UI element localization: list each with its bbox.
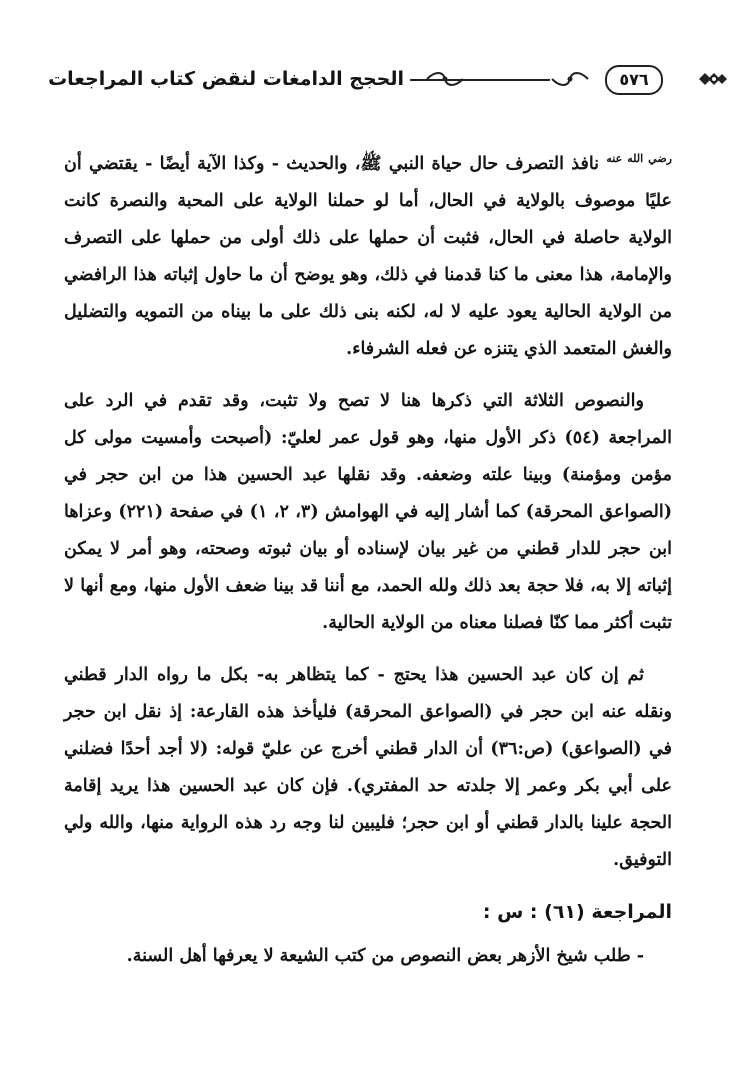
paragraph <box>64 140 672 368</box>
header-ornament-icon <box>698 70 728 88</box>
body-text <box>64 140 672 975</box>
section-heading: المراجعة (٦١) : س : <box>482 900 672 923</box>
page-number: ٥٧٦ <box>605 65 663 95</box>
bullet-marker: - <box>636 945 644 966</box>
paragraph-text: نافذ التصرف حال حياة النبي ﷺ، والحديث - وكذا الآية أيضًا - يقتضي أن عليًا موصوف بالولاية في الحال، أما لو حملنا الولاية على المحبة والنصرة كانت الولاية حاصلة في الحال، فثبت أن حملها على ذلك أولى من حملها على التصرف والإمامة، هذا معنى ما كنا قدمنا في ذلك، وهو يوضح أن ما حاول إثباته هذا الرافضي من الولاية الحالية يعود عليه لا له، لكنه بنى ذلك على ما بيناه من التمويه والتضليل والغش المتعمد الذي يتنزه عن فعله الشرفاء. <box>64 153 672 359</box>
paragraph: ثم إن كان عبد الحسين هذا يحتج - كما يتظاهر به- بكل ما رواه الدار قطني ونقله عنه ابن حجر في (الصواعق المحرقة) فليأخذ هذه القارعة: إذ نقل ابن حجر في (الصواعق) (ص:٣٦) أن الدار قطني أخرج عن عليّ قوله: (لا أجد أحدًا فضلني على أبي بكر وعمر إلا جلدته حد المفتري). فإن كان عبد الحسين هذا يريد إقامة الحجة علينا بالدار قطني أو ابن حجر؛ فليبين لنا وجه رد هذه الرواية منها، والله ولي التوفيق. <box>64 664 672 870</box>
bullet-item <box>64 938 672 975</box>
bullet-text: طلب شيخ الأزهر بعض النصوص من كتب الشيعة لا يعرفها أهل السنة. <box>126 945 631 966</box>
header-flourish-icon <box>425 70 465 88</box>
header-title: الحجج الدامغات لنقض كتاب المراجعات <box>30 64 410 94</box>
header-flourish-icon <box>550 70 590 88</box>
paragraph: والنصوص الثلاثة التي ذكرها هنا لا تصح ولا تثبت، وقد تقدم في الرد على المراجعة (٥٤) ذكر الأول منها، وهو قول عمر لعليّ: (أصبحت وأمسيت مولى كل مؤمن ومؤمنة) وبينا علته وضعفه. وقد نقلها عبد الحسين هذا من ابن حجر في (الصواعق المحرقة) كما أشار إليه في الهوامش (٣، ٢، ١) في صفحة (٢٢١) وعزاها ابن حجر للدار قطني من غير بيان لإسناده أو بيان ثبوته وصحته، وهو أمر لا يمكن إثباته إلا به، فلا حجة بعد ذلك ولله الحمد، مع أننا قد بينا ضعف الأول منها، ومع أنها لا تثبت أكثر مما كنّا فصلنا معناه من الولاية الحالية. <box>64 390 673 633</box>
running-header <box>30 58 728 98</box>
honorific-mark: رضي الله عنه <box>606 152 672 165</box>
